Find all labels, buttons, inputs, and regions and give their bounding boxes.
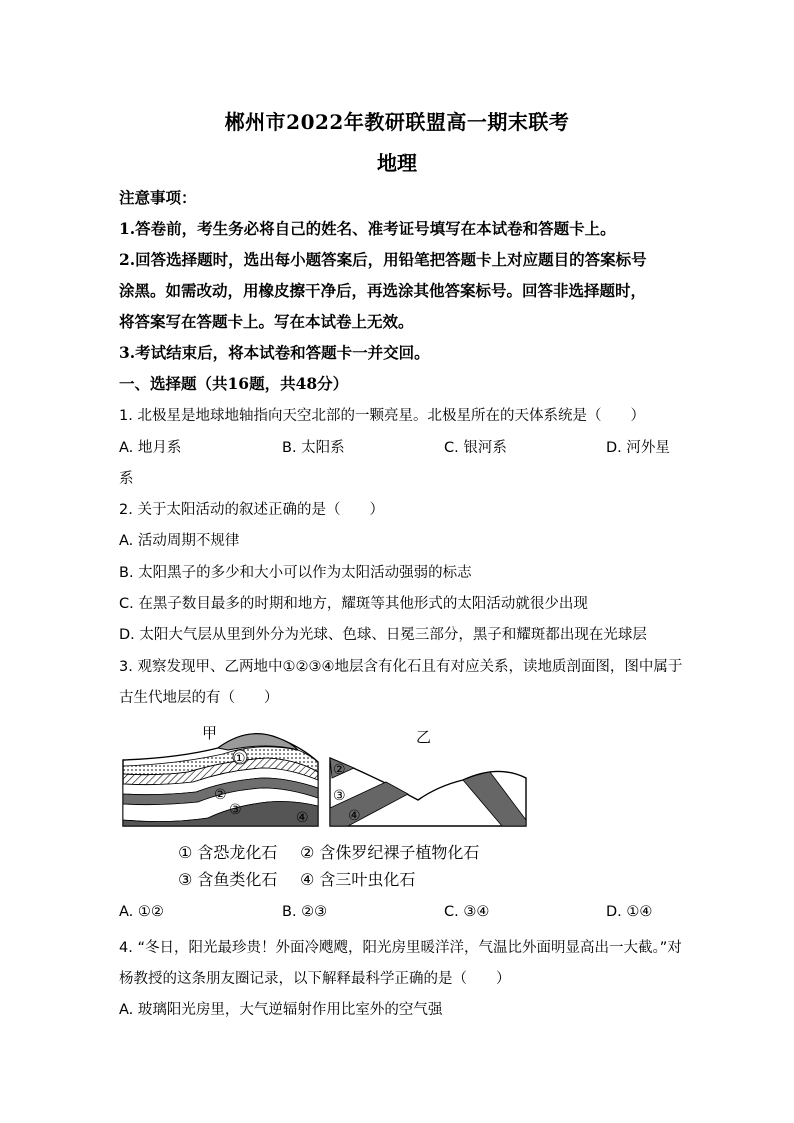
q1-option-a: A. 地月系	[119, 440, 182, 456]
q2-stem: 2. 关于太阳活动的叙述正确的是（ ）	[119, 502, 384, 518]
q2-option-a: A. 活动周期不规律	[119, 533, 240, 549]
subject-title: 地理	[377, 151, 417, 175]
marker-2-yi: ②	[333, 762, 346, 778]
marker-3-yi: ③	[333, 788, 346, 804]
legend-item-2: ② 含侏罗纪裸子植物化石	[300, 843, 480, 862]
legend-item-1: ① 含恐龙化石	[178, 843, 278, 862]
notice-item-1: 1.答卷前，考生务必将自己的姓名、准考证号填写在本试卷和答题卡上。	[119, 219, 616, 238]
section-heading: 一、选择题（共16题，共48分）	[119, 374, 349, 393]
notice-item-2-line-3: 将答案写在答题卡上。写在本试卷上无效。	[119, 312, 414, 331]
q3-option-d: D. ①④	[606, 904, 653, 920]
q2-option-d: D. 太阳大气层从里到外分为光球、色球、日冕三部分，黑子和耀斑都出现在光球层	[119, 627, 647, 643]
exam-title: 郴州市2022年教研联盟高一期末联考	[224, 110, 570, 134]
marker-4-yi: ④	[348, 808, 361, 824]
section-jia	[123, 724, 318, 826]
q1-option-b: B. 太阳系	[282, 440, 345, 456]
marker-4-jia: ④	[296, 810, 309, 826]
label-yi: 乙	[416, 728, 432, 746]
marker-2-jia: ②	[214, 787, 227, 803]
marker-3-jia: ③	[229, 802, 242, 818]
legend-item-4: ④ 含三叶虫化石	[300, 870, 416, 889]
legend-item-3: ③ 含鱼类化石	[178, 870, 278, 889]
label-jia: 甲	[202, 724, 218, 742]
q3-stem-line-2: 古生代地层的有（ ）	[119, 690, 279, 706]
section-yi	[330, 728, 526, 826]
marker-1-jia: ①	[233, 751, 246, 767]
q2-option-b: B. 太阳黑子的多少和大小可以作为太阳活动强弱的标志	[119, 565, 472, 581]
q2-option-c: C. 在黑子数目最多的时期和地方，耀斑等其他形式的太阳活动就很少出现	[119, 596, 588, 612]
q1-option-c: C. 银河系	[444, 440, 507, 456]
q3-option-b: B. ②③	[282, 904, 328, 920]
notice-heading: 注意事项：	[119, 188, 197, 207]
q3-option-c: C. ③④	[444, 904, 490, 920]
q1-option-d-continued: 系	[119, 471, 134, 487]
q4-stem-line-1: 4. “冬日，阳光最珍贵！外面冷飕飕，阳光房里暖洋洋，气温比外面明显高出一大截。”对	[119, 940, 682, 956]
q1-option-d: D. 河外星	[606, 440, 670, 456]
q1-stem: 1. 北极星是地球地轴指向天空北部的一颗亮星。北极星所在的天体系统是（ ）	[119, 408, 645, 424]
notice-item-3: 3.考试结束后，将本试卷和答题卡一并交回。	[119, 343, 430, 362]
q3-stem-line-1: 3. 观察发现甲、乙两地中①②③④地层含有化石且有对应关系，读地质剖面图，图中属于	[119, 659, 683, 675]
q4-stem-line-2: 杨教授的这条朋友圈记录，以下解释最科学正确的是（ ）	[119, 971, 511, 987]
notice-item-2-line-2: 涂黑。如需改动，用橡皮擦干净后，再选涂其他答案标号。回答非选择题时，	[119, 281, 647, 300]
q4-option-a: A. 玻璃阳光房里，大气逆辐射作用比室外的空气强	[119, 1002, 443, 1018]
q3-option-a: A. ①②	[119, 904, 164, 920]
notice-item-2-line-1: 2.回答选择题时，选出每小题答案后，用铅笔把答题卡上对应题目的答案标号	[119, 250, 647, 269]
